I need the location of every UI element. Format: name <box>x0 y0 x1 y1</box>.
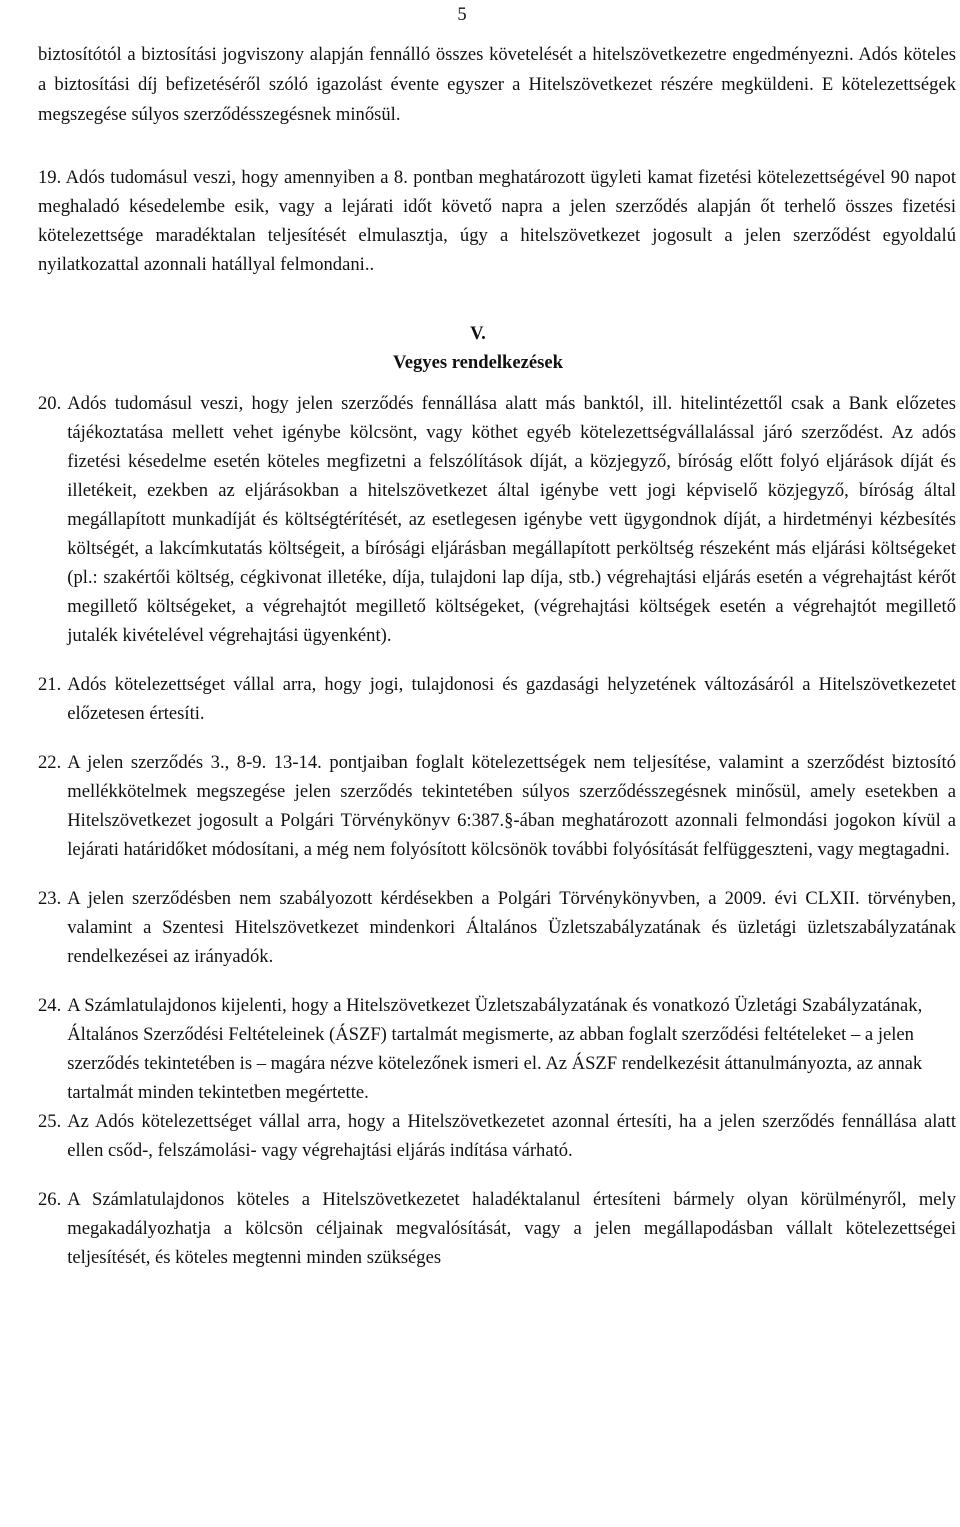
item-22 <box>38 748 956 864</box>
item-19 <box>38 163 956 279</box>
item-text: Az Adós kötelezettséget vállal arra, hogy a Hitelszövetkezetet azonnal értesíti, ha a jelen szerződés fennállása alatt ellen csőd-, felszámolási- vagy végrehajtási eljárás indítása várható. <box>67 1111 956 1161</box>
item-text: Adós kötelezettséget vállal arra, hogy jogi, tulajdonosi és gazdasági helyzetének változásáról a Hitelszövetkezetet előzetesen értesíti. <box>67 674 956 724</box>
item-24 <box>38 991 956 1107</box>
item-text: A Számlatulajdonos köteles a Hitelszövetkezetet haladéktalanul értesíteni bármely olyan körülményről, mely megakadályozhatja a kölcsön céljainak megvalósítását, vagy a jelen megállapodásban vállalt kötelezettségei teljesítését, és köteles megtenni minden szükséges <box>67 1189 956 1268</box>
item-text: A jelen szerződés 3., 8-9. 13-14. pontjaiban foglalt kötelezettségek nem teljesítése, valamint a szerződést biztosító mellékkötelmek megszegése jelen szerződés tekintetében súlyos szerződésszegésnek minősül, amely esetekben a Hitelszövetkezet jogosult a Polgári Törvénykönyv 6:387.§-ában meghatározott azonnali felmondási jogokon kívül a lejárati határidőket módosítani, a még nem folyósított kölcsönök további folyósítását felfüggeszteni, vagy megtagadni. <box>67 752 956 860</box>
item-number: 25. <box>38 1111 62 1132</box>
item-26 <box>38 1185 956 1272</box>
item-20 <box>38 389 956 650</box>
item-text: Adós tudomásul veszi, hogy jelen szerződés fennállása alatt más banktól, ill. hitelintézettől csak a Bank előzetes tájékoztatása mellett vehet igénybe kölcsönt, vagy köthet egyéb kötelezettségvállalással járó szerződést. Az adós fizetési késedelme esetén köteles megfizetni a felszólítások díját, a közjegyző, bíróság előtt folyó eljárások díját és illetékeit, ezekben az eljárásokban a hitelszövetkezet által igénybe vett jogi képviselő közjegyző, bíróság által megállapított munkadíját és költségtérítését, az esetlegesen igénybe vett ügygondnok díját, a hirdetményi kézbesítés költségét, a lakcímkutatás költségeit, a bírósági eljárásban megállapított perköltség részeként más eljárási költségeket (pl.: szakértői költség, cégkivonat illetéke, díja, tulajdoni lap díja, stb.) végrehajtási eljárás esetén a végrehajtást kérőt megillető költségeket, a végrehajtót megillető költségeket, (végrehajtási költségek esetén a végrehajtót megillető jutalék kivételével végrehajtási ügyenként). <box>67 393 956 646</box>
item-21 <box>38 670 956 728</box>
intro-paragraph: biztosítótól a biztosítási jogviszony alapján fennálló összes követelését a hitelszövetkezetre engedményezni. Adós köteles a biztosítási díj befizetéséről szóló igazolást évente egyszer a Hitelszövetkezet részére megküldeni. E kötelezettségek megszegése súlyos szerződésszegésnek minősül. <box>38 44 956 125</box>
document-body <box>38 40 956 1272</box>
item-number: 20. <box>38 393 62 414</box>
item-number: 21. <box>38 674 62 695</box>
item-25 <box>38 1107 956 1165</box>
item-number: 22. <box>38 752 62 773</box>
item-number: 26. <box>38 1189 62 1210</box>
item-text: A Számlatulajdonos kijelenti, hogy a Hitelszövetkezet Üzletszabályzatának és vonatkozó Üzletági Szabályzatának, Általános Szerződési Feltételeinek (ÁSZF) tartalmát megismerte, az abban foglalt szerződési feltételeket – a jelen szerződés tekintetében is – magára nézve kötelezőnek ismeri el. Az ÁSZF rendelkezésit áttanulmányozta, az annak tartalmát minden tekintetben megértette. <box>67 995 923 1103</box>
item-number: 24. <box>38 995 62 1016</box>
item-number: 23. <box>38 888 62 909</box>
section-numeral: V. <box>470 323 486 344</box>
item-text: A jelen szerződésben nem szabályozott kérdésekben a Polgári Törvénykönyvben, a 2009. évi CLXII. törvényben, valamint a Szentesi Hitelszövetkezet mindenkori Általános Üzletszabályzatának és üzletági üzletszabályzatának rendelkezései az irányadók. <box>67 888 956 967</box>
page-number: 5 <box>457 4 467 25</box>
section-title: Vegyes rendelkezések <box>393 352 563 373</box>
item-text: Adós tudomásul veszi, hogy amennyiben a 8. pontban meghatározott ügyleti kamat fizetési kötelezettségével 90 napot meghaladó késedelembe esik, vagy a lejárati időt követő napra a jelen szerződés alapján őt terhelő összes fizetési kötelezettsége maradéktalan teljesítését elmulasztja, úgy a hitelszövetkezet jogosult a jelen szerződést egyoldalú nyilatkozattal azonnali hatállyal felmondani.. <box>38 167 956 275</box>
item-23 <box>38 884 956 971</box>
item-number: 19. <box>38 167 62 188</box>
section-heading <box>38 319 918 377</box>
